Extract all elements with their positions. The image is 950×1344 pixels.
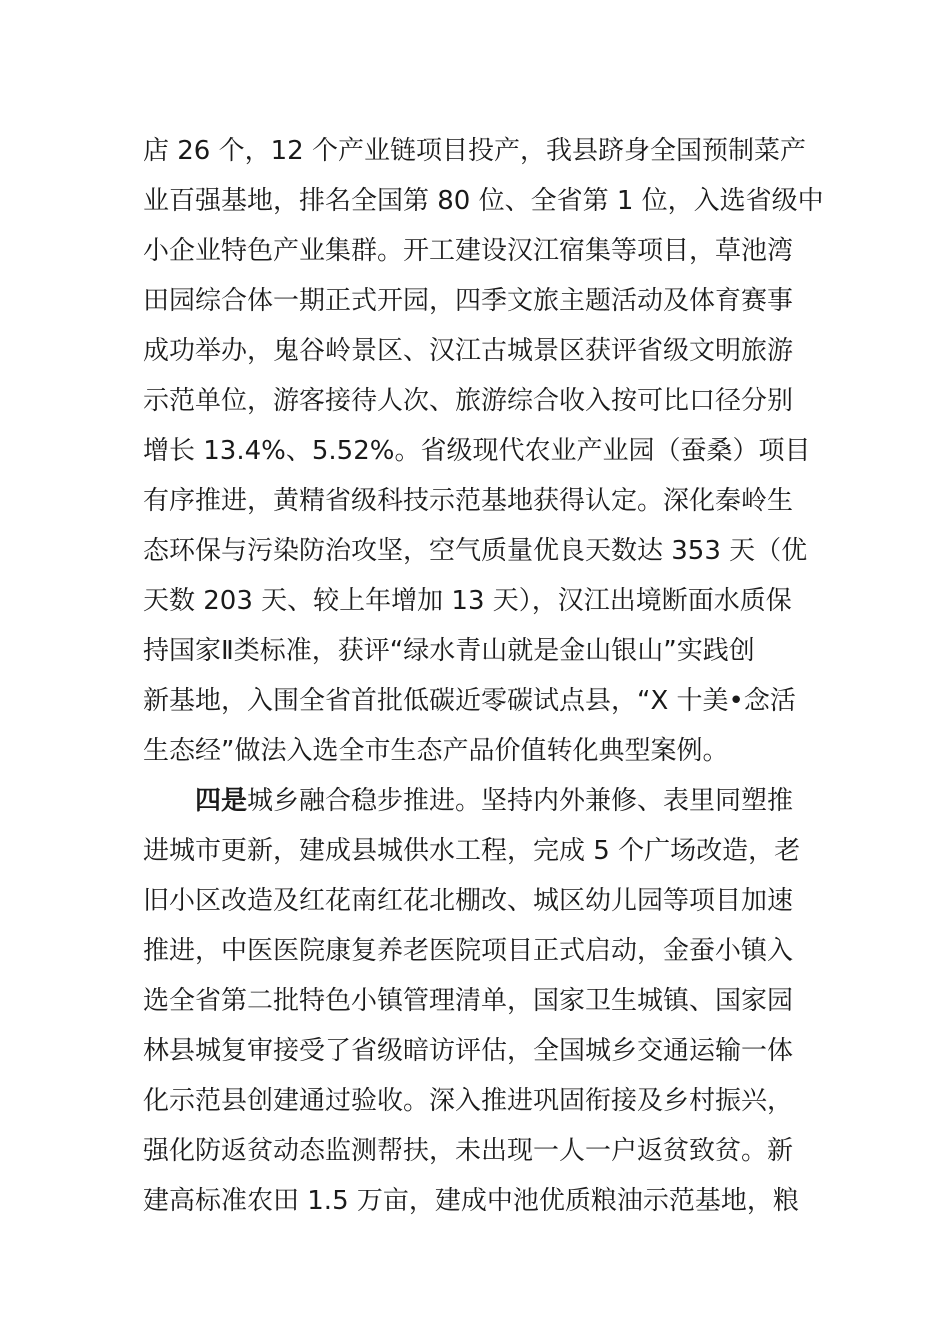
- body-line: 强化防返贫动态监测帮扶，未出现一人一户返贫致贫。新: [143, 1136, 794, 1166]
- body-line: 林县城复审接受了省级暗访评估，全国城乡交通运输一体: [143, 1036, 794, 1066]
- body-line: 增长 13.4%、5.52%。省级现代农业产业园（蚕桑）项目: [143, 436, 811, 466]
- body-line: 推进，中医医院康复养老医院项目正式启动，金蚕小镇入: [143, 936, 794, 966]
- body-line: 旧小区改造及红花南红花北棚改、城区幼儿园等项目加速: [143, 886, 794, 916]
- body-line: 选全省第二批特色小镇管理清单，国家卫生城镇、国家园: [143, 986, 794, 1016]
- body-line: 成功举办，鬼谷岭景区、汉江古城景区获评省级文明旅游: [143, 336, 794, 366]
- body-line: 态环保与污染防治攻坚，空气质量优良天数达 353 天（优: [143, 536, 808, 566]
- body-line: 示范单位，游客接待人次、旅游综合收入按可比口径分别: [143, 386, 794, 416]
- body-line: 化示范县创建通过验收。深入推进巩固衔接及乡村振兴，: [143, 1086, 794, 1116]
- body-line: 持国家Ⅱ类标准，获评“绿水青山就是金山银山”实践创: [143, 636, 755, 666]
- paragraph-first-line: [143, 776, 808, 826]
- body-line: 天数 203 天、较上年增加 13 天），汉江出境断面水质保: [143, 586, 792, 616]
- body-line: 田园综合体一期正式开园，四季文旅主题活动及体育赛事: [143, 286, 794, 316]
- body-line: 新基地，入围全省首批低碳近零碳试点县，“X 十美•念活: [143, 686, 796, 716]
- body-line: 建高标准农田 1.5 万亩，建成中池优质粮油示范基地，粮: [143, 1186, 799, 1216]
- body-line: 业百强基地，排名全国第 80 位、全省第 1 位，入选省级中: [143, 186, 824, 216]
- body-line: 进城市更新，建成县城供水工程，完成 5 个广场改造，老: [143, 836, 801, 866]
- document-body: [143, 126, 824, 1226]
- body-line: 店 26 个，12 个产业链项目投产，我县跻身全国预制菜产: [143, 136, 806, 166]
- body-line: 有序推进，黄精省级科技示范基地获得认定。深化秦岭生: [143, 486, 794, 516]
- body-line: 生态经”做法入选全市生态产品价值转化典型案例。: [143, 736, 729, 766]
- paragraph-bold-lead: 四是: [195, 786, 248, 816]
- paragraph-first-line-text: 城乡融合稳步推进。坚持内外兼修、表里同塑推: [247, 786, 794, 816]
- body-line: 小企业特色产业集群。开工建设汉江宿集等项目，草池湾: [143, 236, 794, 266]
